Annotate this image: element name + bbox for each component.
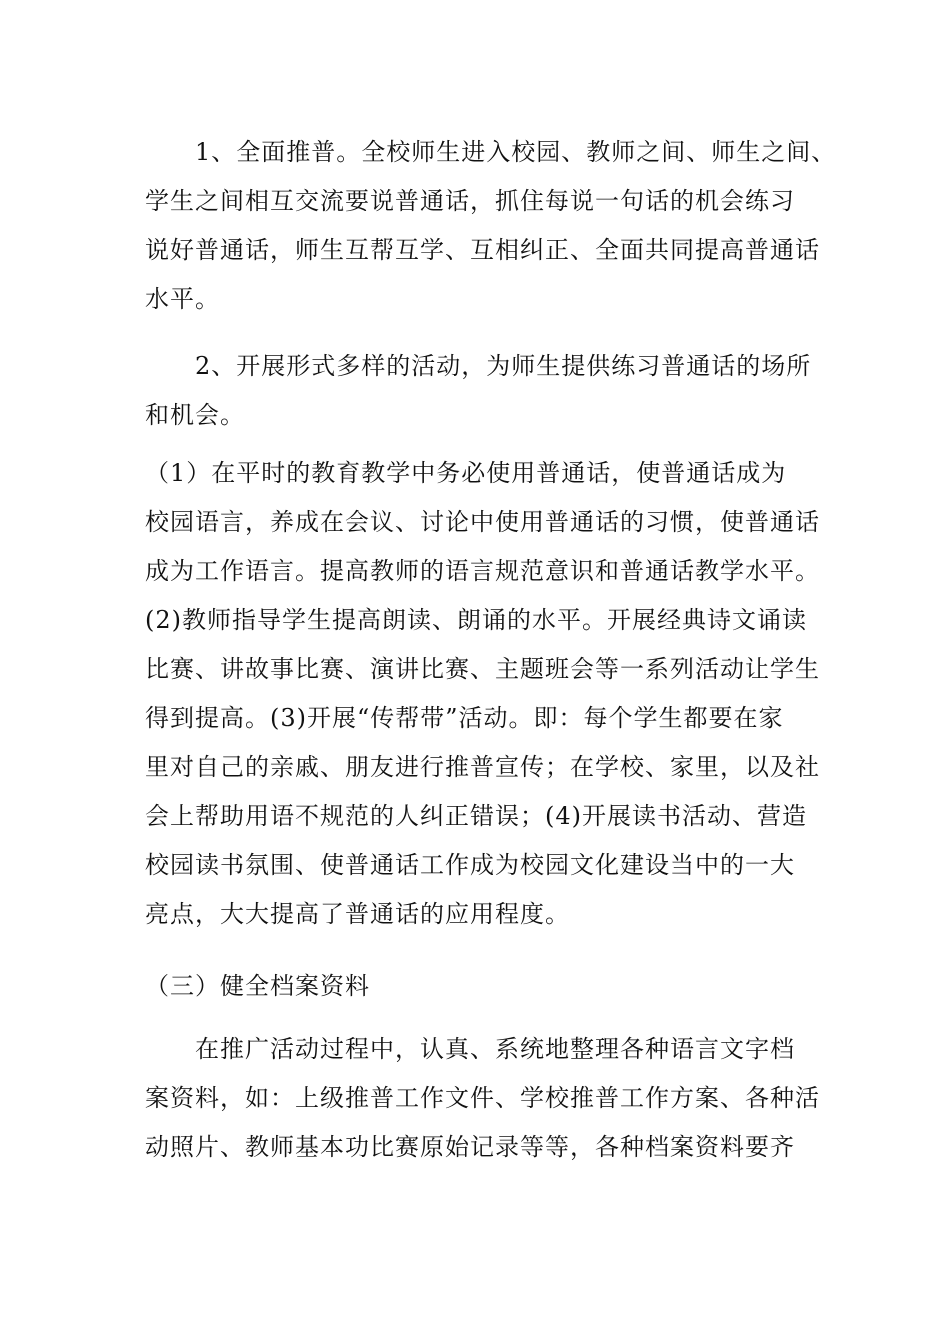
text-line: 亮点，大大提高了普通话的应用程度。 xyxy=(145,900,570,928)
text-line: 说好普通话，师生互帮互学、互相纠正、全面共同提高普通话 xyxy=(145,236,820,264)
text-line: 会上帮助用语不规范的人纠正错误；(4)开展读书活动、营造 xyxy=(145,802,807,830)
text-line: 得到提高。(3)开展“传帮带”活动。即：每个学生都要在家 xyxy=(145,704,784,732)
paragraph-archives xyxy=(145,1025,820,1172)
text-line: （1）在平时的教育教学中务必使用普通话，使普通话成为 xyxy=(145,459,787,487)
paragraph-activities xyxy=(145,342,810,440)
section-heading xyxy=(145,962,810,1011)
text-line: (2)教师指导学生提高朗读、朗诵的水平。开展经典诗文诵读 xyxy=(145,606,807,634)
text-line: 校园语言，养成在会议、讨论中使用普通话的习惯，使普通话 xyxy=(145,508,820,536)
text-line: 和机会。 xyxy=(145,401,245,429)
text-line: 水平。 xyxy=(145,285,220,313)
text-line: 成为工作语言。提高教师的语言规范意识和普通话教学水平。 xyxy=(145,557,820,585)
text-line: 在推广活动过程中，认真、系统地整理各种语言文字档 xyxy=(145,1035,795,1063)
text-line: 案资料，如：上级推普工作文件、学校推普工作方案、各种活 xyxy=(145,1084,820,1112)
text-line: 动照片、教师基本功比赛原始记录等等，各种档案资料要齐 xyxy=(145,1133,795,1161)
paragraph-activity-details xyxy=(145,449,820,939)
text-line: 学生之间相互交流要说普通话，抓住每说一句话的机会练习 xyxy=(145,187,795,215)
section-heading-text: （三）健全档案资料 xyxy=(145,972,370,1000)
paragraph-full-promotion xyxy=(145,128,837,324)
text-line: 2、开展形式多样的活动，为师生提供练习普通话的场所 xyxy=(145,352,812,380)
text-line: 1、全面推普。全校师生进入校园、教师之间、师生之间、 xyxy=(145,138,837,166)
text-line: 比赛、讲故事比赛、演讲比赛、主题班会等一系列活动让学生 xyxy=(145,655,820,683)
text-line: 校园读书氛围、使普通话工作成为校园文化建设当中的一大 xyxy=(145,851,795,879)
text-line: 里对自己的亲戚、朋友进行推普宣传；在学校、家里，以及社 xyxy=(145,753,820,781)
